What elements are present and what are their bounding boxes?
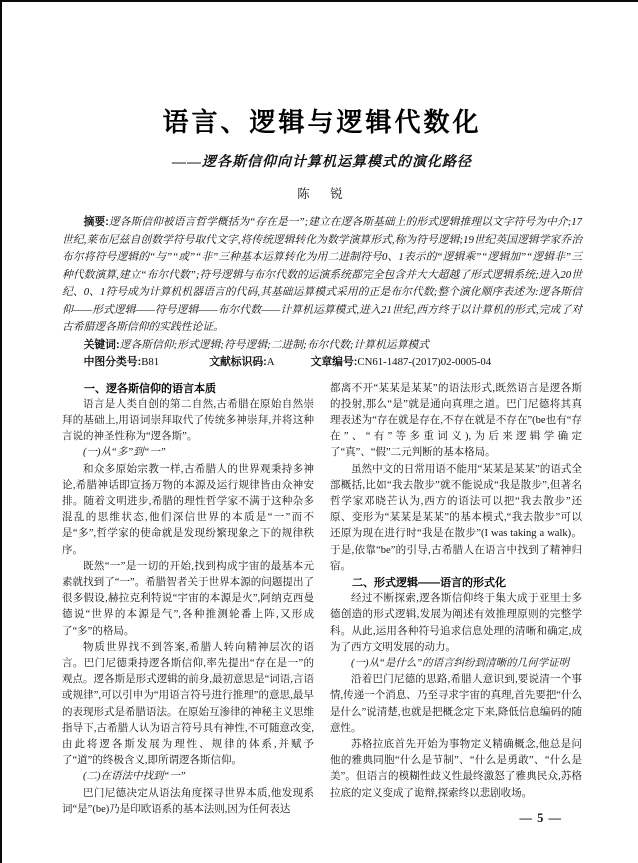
body-paragraph: 经过不断探索,逻各斯信仰终于集大成于亚里士多德创造的形式逻辑,发展为阐述有效推理原则的完整学科。从此,运用各种符号追求信息处理的清晰和确定,成为了西方文明发展的动力。 (330, 593, 582, 653)
section-heading: 一、逻各斯信仰的语言本质 (84, 382, 216, 395)
abstract-block (62, 214, 582, 372)
article-id-value: CN61-1487-(2017)02-0005-04 (357, 356, 492, 368)
clc-item (84, 356, 160, 368)
page-number: — 5 — (519, 810, 562, 825)
subsection-heading: (一)从“多”到“一” (83, 447, 166, 459)
body-paragraph-continuation: 都离不开“某某是某某”的语法形式,既然语言是逻各斯的投射,那么“是”就是通向真理之道。巴门尼德将其真理表述为“存在就是存在,不存在就是不存在”(be也有“存在”、“有”等多重词义),为后来逻辑学确定了“真”、“假”二元判断的基本格局。 (330, 382, 582, 459)
keywords-line (62, 337, 582, 355)
clc-value: B81 (141, 356, 160, 368)
article-id-label: 文章编号: (310, 356, 358, 368)
body-paragraph: 既然“一”是一切的开始,找到构成宇宙的最基本元素就找到了“一”。希腊智者关于世界本源的问题提出了很多假设,赫拉克利特说“宇宙的本源是火”,阿纳克西曼德说“世界的本源是气”,各种推测轮番上阵,又形成了“多”的格局。 (62, 560, 314, 637)
article-id-item (311, 356, 492, 368)
article-subtitle: ——逻各斯信仰向计算机运算模式的演化路径 (172, 155, 472, 170)
body-paragraph: 虽然中文的日常用语不能用“某某是某某”的语式全部概括,比如“我去散步”就不能说成“我是散步”,但著名哲学家邓晓芒认为,西方的语法可以把“我去散步”还原、变形为“某某是某某”的基本模式,“我去散步”可以还原为现在进行时“我是在散步”(I was taking a walk)。于是,依靠“be”的引导,古希腊人在语言中找到了精神归宿。 (330, 463, 582, 572)
doc-code-value: A (266, 356, 275, 368)
abstract-text: 逻各斯信仰被语言哲学概括为“存在是一”;建立在逻各斯基础上的形式逻辑推理以文字符号为中介;17世纪,莱布尼兹自创数学符号取代文字,将传统逻辑转化为数学演算形式,称为符号逻辑;19世纪英国逻辑学家乔治布尔将符号逻辑的“与”“或”“非”三种基本运算转化为用二进制符号0、1表示的“逻辑乘”“逻辑加”“逻辑非”三种代数演算,建立“布尔代数”;符号逻辑与布尔代数的运演系统都完全包含并大大超越了形式逻辑系统;进入20世纪、0、1符号成为计算机机器语言的代码,其基础运算模式采用的正是布尔代数;整个演化顺序表述为:逻各斯信仰——形式逻辑——符号逻辑——布尔代数——计算机运算模式,进入21世纪,西方终于以计算机的形式,完成了对古希腊逻各斯信仰的实践性论证。 (62, 216, 582, 333)
abstract-label: 摘要: (83, 216, 109, 228)
doc-code-label: 文献标识码: (209, 356, 267, 368)
author-name: 陈 锐 (297, 187, 347, 201)
classification-line (62, 354, 582, 372)
right-column (330, 381, 582, 826)
body-paragraph: 沿着巴门尼德的思路,希腊人意识到,要说清一个事情,传递一个消息、乃至寻求宇宙的真理,首先要把“什么是什么”说清楚,也就是把概念定下来,降低信息编码的随意性。 (330, 674, 582, 734)
body-paragraph: 和众多原始宗教一样,古希腊人的世界观秉持多神论,希腊神话即宣扬万物的本源及运行规律皆由众神安排。随着文明进步,希腊的理性哲学家不满于这种杂多混乱的思维状态,他们深信世界的本质是“一”而不是“多”,哲学家的使命就是发现纷繁现象之下的规律秩序。 (62, 463, 314, 556)
body-paragraph: 苏格拉底首先开始为事物定义精确概念,他总是问他的雅典同胞“什么是节制”、“什么是勇敢”、“什么是美”。但语言的模糊性歧义性最终激怒了雅典民众,苏格拉底的定义变成了诡辩,探索终以悲剧收场。 (330, 738, 582, 799)
abstract-paragraph (62, 214, 582, 337)
body-paragraph: 语言是人类自创的第二自然,古希腊在原始自然崇拜的基础上,用语词崇拜取代了传统多神崇拜,并将这种言说的神圣性称为“逻各斯”。 (62, 398, 314, 443)
article-title: 语言、逻辑与逻辑代数化 (162, 108, 482, 137)
doc-code-item (209, 356, 274, 368)
clc-label: 中图分类号: (83, 356, 142, 368)
subsection-heading: (一)从“是什么”的语言纠纷到清晰的几何学证明 (351, 657, 570, 669)
body-paragraph: 物质世界找不到答案,希腊人转向精神层次的语言。巴门尼德秉持逻各斯信仰,率先提出“存在是一”的观点。逻各斯是形式逻辑的前身,最初意思是“词语,言语或规律”,可以引申为“用语言符号进行推理”的意思,最早的表现形式是希腊语法。在原始互渗律的神秘主义思维指导下,古希腊人认为语言符号具有神性,不可随意改变,由此将逻各斯发展为理性、规律的体系,并赋予了“道”的终极含义,即所谓逻各斯信仰。 (62, 641, 314, 767)
keywords-label: 关键词: (83, 338, 120, 351)
page-content (62, 2, 582, 826)
two-column-body (62, 381, 582, 826)
keywords-text: 逻各斯信仰;形式逻辑;符号逻辑;二进制;布尔代数;计算机运算模式 (119, 338, 430, 351)
body-paragraph: 巴门尼德决定从语法角度探寻世界本质,他发现系词“是”(be)乃是印欧语系的基本法则,因为任何表达 (62, 787, 314, 815)
section-heading: 二、形式逻辑——语言的形式化 (352, 576, 506, 589)
left-column (62, 381, 314, 826)
subsection-heading: (二)在语法中找到“一” (83, 771, 186, 783)
